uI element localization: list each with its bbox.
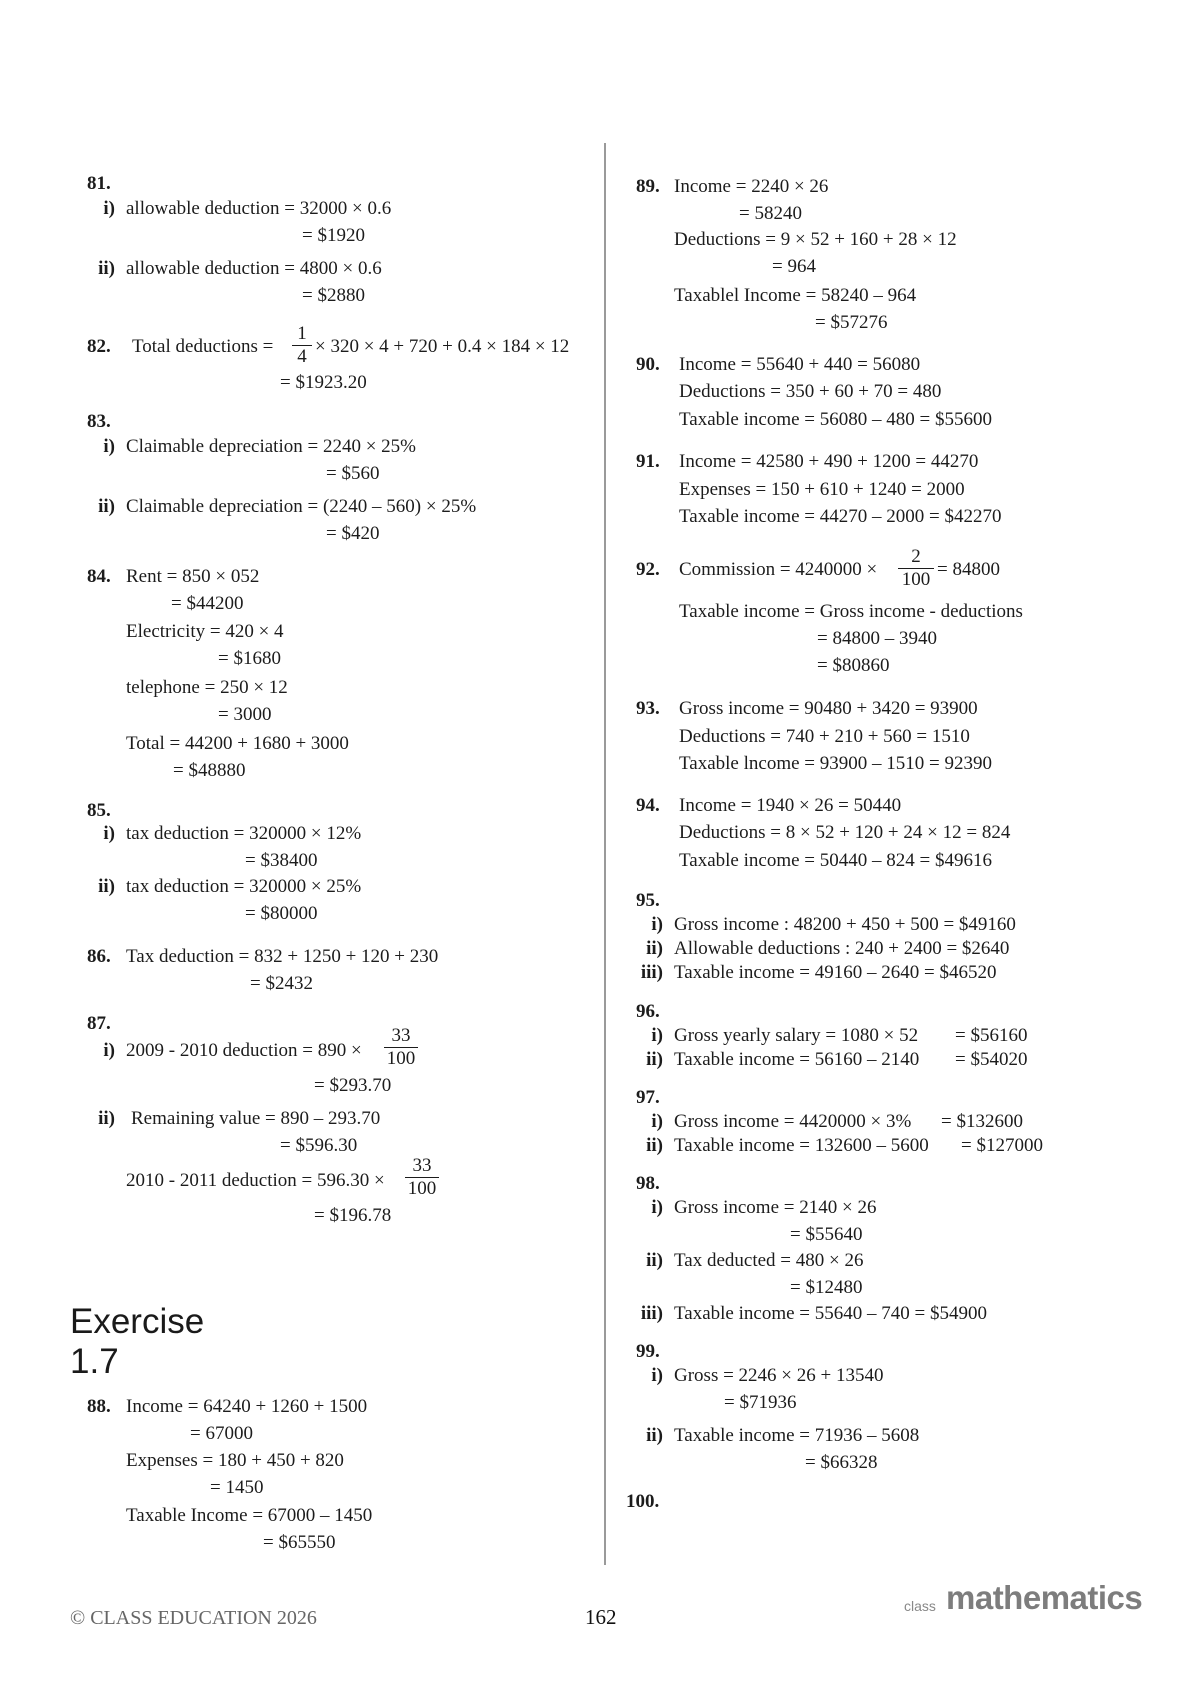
logo-big-text: mathematics — [946, 1579, 1143, 1616]
answer-line: Total deductions = — [132, 336, 274, 357]
answer-line: Gross income = 90480 + 3420 = 93900 — [679, 698, 978, 719]
fraction-denominator: 100 — [901, 569, 931, 590]
answer-line: Remaining value = 890 – 293.70 — [131, 1108, 381, 1129]
answer-line: Tax deduction = 832 + 1250 + 120 + 230 — [126, 946, 439, 967]
answer-line: Taxable income = 132600 – 5600 — [674, 1135, 929, 1156]
answer-line: = $1920 — [302, 225, 365, 246]
part-label: i) — [103, 1040, 115, 1061]
question-number: 94. — [636, 795, 660, 816]
answer-line: Gross income = 4420000 × 3% — [674, 1111, 912, 1132]
answer-line: Rent = 850 × 052 — [126, 566, 260, 587]
answer-line: Income = 1940 × 26 = 50440 — [679, 795, 902, 816]
answer-result: = $54020 — [955, 1049, 1028, 1070]
part-label: i) — [651, 1365, 663, 1386]
answer-line: Gross yearly salary = 1080 × 52 — [674, 1025, 919, 1046]
answer-line: Taxable lncome = 93900 – 1510 = 92390 — [679, 753, 992, 774]
answer-line: Income = 64240 + 1260 + 1500 — [126, 1396, 368, 1417]
answer-line: Income = 2240 × 26 — [674, 176, 829, 197]
answer-line: Claimable depreciation = 2240 × 25% — [126, 436, 416, 457]
question-number: 82. — [87, 336, 111, 357]
answer-line: Taxable income = 55640 – 740 = $54900 — [674, 1303, 987, 1324]
answer-line: = $196.78 — [314, 1205, 392, 1226]
part-label: ii) — [646, 1250, 663, 1271]
part-label: i) — [103, 436, 115, 457]
part-label: i) — [651, 1197, 663, 1218]
part-label: ii) — [646, 1049, 663, 1070]
answer-line: = $420 — [326, 523, 380, 544]
answer-line: = $48880 — [173, 760, 246, 781]
question-number: 88. — [87, 1396, 111, 1417]
answer-line: Deductions = 9 × 52 + 160 + 28 × 12 — [674, 229, 957, 250]
page-number: 162 — [585, 1605, 617, 1629]
answer-line: Deductions = 8 × 52 + 120 + 24 × 12 = 824 — [679, 822, 1011, 843]
answer-line: Expenses = 150 + 610 + 1240 = 2000 — [679, 479, 965, 500]
answer-line: = $55640 — [790, 1224, 863, 1245]
answer-line: Income = 55640 + 440 = 56080 — [679, 354, 921, 375]
fraction — [292, 323, 312, 368]
fraction-numerator: 2 — [898, 546, 934, 569]
fraction — [405, 1155, 439, 1200]
answer-line: Allowable deductions : 240 + 2400 = $2640 — [674, 938, 1010, 959]
part-label: i) — [651, 1025, 663, 1046]
answer-line: Taxable income = Gross income - deductions — [679, 601, 1023, 622]
answer-line: Claimable depreciation = (2240 – 560) × 25% — [126, 496, 477, 517]
answer-line: Taxable income = 49160 – 2640 = $46520 — [674, 962, 997, 983]
question-number: 81. — [87, 173, 111, 194]
answer-line: telephone = 250 × 12 — [126, 677, 288, 698]
answer-line: = $71936 — [724, 1392, 797, 1413]
fraction-denominator: 4 — [297, 346, 307, 367]
question-number: 97. — [636, 1087, 660, 1108]
answer-line: = 1450 — [210, 1477, 264, 1498]
answer-line: = $2432 — [250, 973, 313, 994]
fraction-denominator: 100 — [407, 1178, 437, 1199]
part-label: ii) — [646, 1425, 663, 1446]
question-number: 90. — [636, 354, 660, 375]
part-label: i) — [651, 914, 663, 935]
answer-result: = $56160 — [955, 1025, 1028, 1046]
part-label: iii) — [640, 962, 663, 983]
answer-line: = $57276 — [815, 312, 888, 333]
part-label: ii) — [98, 1108, 115, 1129]
part-label: ii) — [646, 1135, 663, 1156]
question-number: 93. — [636, 698, 660, 719]
answer-line: Income = 42580 + 490 + 1200 = 44270 — [679, 451, 979, 472]
answer-line: Taxable Income = 67000 – 1450 — [126, 1505, 373, 1526]
answer-line: Taxable income = 56160 – 2140 — [674, 1049, 920, 1070]
fraction — [384, 1025, 418, 1070]
answer-line: = $38400 — [245, 850, 318, 871]
answer-line: 2009 - 2010 deduction = 890 × — [126, 1040, 362, 1061]
part-label: iii) — [640, 1303, 663, 1324]
answer-line: Gross income : 48200 + 450 + 500 = $49160 — [674, 914, 1016, 935]
question-number: 91. — [636, 451, 660, 472]
part-label: ii) — [646, 938, 663, 959]
answer-line: Taxable income = 56080 – 480 = $55600 — [679, 409, 992, 430]
answer-line: = $44200 — [171, 593, 244, 614]
fraction-numerator: 33 — [384, 1025, 418, 1048]
answer-line: = 84800 – 3940 — [817, 628, 937, 649]
answer-line: Deductions = 740 + 210 + 560 = 1510 — [679, 726, 970, 747]
answer-line: allowable deduction = 32000 × 0.6 — [126, 198, 392, 219]
answer-line: = 84800 — [937, 559, 1000, 580]
question-number: 85. — [87, 800, 111, 821]
answer-line: = $2880 — [302, 285, 365, 306]
answer-line: 2010 - 2011 deduction = 596.30 × — [126, 1170, 385, 1191]
part-label: ii) — [98, 258, 115, 279]
part-label: i) — [651, 1111, 663, 1132]
answer-line: tax deduction = 320000 × 25% — [126, 876, 362, 897]
fraction-numerator: 1 — [292, 323, 312, 346]
answer-line: allowable deduction = 4800 × 0.6 — [126, 258, 382, 279]
answer-line: = $65550 — [263, 1532, 336, 1553]
answer-line: = $596.30 — [280, 1135, 358, 1156]
answer-line: = $66328 — [805, 1452, 878, 1473]
answer-line: = 964 — [772, 256, 816, 277]
answer-line: Commission = 4240000 × — [679, 559, 878, 580]
question-number: 87. — [87, 1013, 111, 1034]
answer-line: Electricity = 420 × 4 — [126, 621, 284, 642]
answer-line: = $80860 — [817, 655, 890, 676]
fraction-denominator: 100 — [386, 1048, 416, 1069]
answer-line: tax deduction = 320000 × 12% — [126, 823, 362, 844]
answer-line: = 67000 — [190, 1423, 253, 1444]
class-mathematics-logo — [904, 1579, 1144, 1623]
fraction — [898, 546, 934, 591]
answer-line: = $1923.20 — [280, 372, 367, 393]
exercise-heading: Exercise 1.7 — [70, 1302, 205, 1381]
answer-line: Taxable income = 71936 – 5608 — [674, 1425, 920, 1446]
answer-line: Taxablel Income = 58240 – 964 — [674, 285, 917, 306]
answer-line: = $80000 — [245, 903, 318, 924]
question-number: 86. — [87, 946, 111, 967]
question-number: 98. — [636, 1173, 660, 1194]
answer-line: Gross = 2246 × 26 + 13540 — [674, 1365, 884, 1386]
part-label: i) — [103, 198, 115, 219]
answer-line: Deductions = 350 + 60 + 70 = 480 — [679, 381, 942, 402]
answer-line: Total = 44200 + 1680 + 3000 — [126, 733, 349, 754]
answer-line: = $293.70 — [314, 1075, 392, 1096]
fraction-numerator: 33 — [405, 1155, 439, 1178]
question-number: 95. — [636, 890, 660, 911]
question-number: 96. — [636, 1001, 660, 1022]
answer-line: = $1680 — [218, 648, 281, 669]
question-number: 92. — [636, 559, 660, 580]
part-label: ii) — [98, 876, 115, 897]
part-label: ii) — [98, 496, 115, 517]
question-number: 89. — [636, 176, 660, 197]
answer-line: Taxable income = 50440 – 824 = $49616 — [679, 850, 992, 871]
answer-line: Taxable income = 44270 – 2000 = $42270 — [679, 506, 1002, 527]
logo-small-text: class — [904, 1598, 936, 1614]
answer-line: Expenses = 180 + 450 + 820 — [126, 1450, 344, 1471]
question-number: 100. — [626, 1491, 660, 1512]
answer-line: = $12480 — [790, 1277, 863, 1298]
answer-result: = $132600 — [941, 1111, 1023, 1132]
column-divider — [604, 143, 606, 1565]
answer-line: = 58240 — [739, 203, 802, 224]
question-number: 99. — [636, 1341, 660, 1362]
answer-line: Tax deducted = 480 × 26 — [674, 1250, 864, 1271]
answer-line: × 320 × 4 + 720 + 0.4 × 184 × 12 — [315, 336, 570, 357]
answer-line: = 3000 — [218, 704, 272, 725]
answer-line: Gross income = 2140 × 26 — [674, 1197, 877, 1218]
copyright-text: © CLASS EDUCATION 2026 — [70, 1607, 317, 1629]
question-number: 83. — [87, 411, 111, 432]
question-number: 84. — [87, 566, 111, 587]
answer-result: = $127000 — [961, 1135, 1043, 1156]
answer-line: = $560 — [326, 463, 380, 484]
part-label: i) — [103, 823, 115, 844]
